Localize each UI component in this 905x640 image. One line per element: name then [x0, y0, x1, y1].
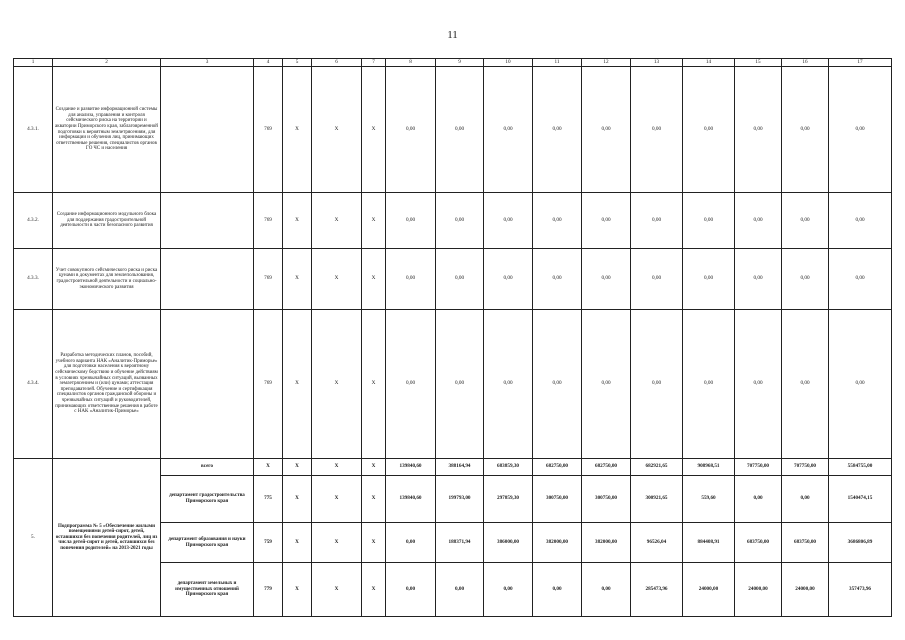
subprogram-mark: X	[362, 476, 386, 523]
subprogram-mark: X	[312, 476, 362, 523]
header-cell: 1	[14, 59, 53, 67]
row-value: 0,00	[782, 249, 829, 310]
subprogram-value: 5584755,00	[829, 459, 892, 476]
subprogram-value: 300750,00	[533, 476, 582, 523]
subprogram-mark: X	[283, 459, 312, 476]
row-value: 0,00	[436, 67, 484, 193]
header-cell: 3	[161, 59, 254, 67]
row-mark: X	[362, 67, 386, 193]
row-value: 0,00	[533, 249, 582, 310]
row-mark: X	[283, 67, 312, 193]
row-value: 0,00	[386, 193, 436, 249]
row-number: 4.3.2.	[14, 193, 53, 249]
row-value: 0,00	[436, 193, 484, 249]
row-executor	[161, 67, 254, 193]
row-number: 4.3.4.	[14, 310, 53, 459]
row-mark: X	[283, 310, 312, 459]
row-code: 769	[254, 67, 283, 193]
row-value: 0,00	[631, 310, 683, 459]
row-value: 0,00	[533, 67, 582, 193]
header-cell: 16	[782, 59, 829, 67]
header-cell: 6	[312, 59, 362, 67]
subprogram-mark: X	[362, 523, 386, 563]
row-value: 0,00	[484, 67, 533, 193]
subprogram-value: 0,00	[735, 476, 782, 523]
header-cell: 15	[735, 59, 782, 67]
row-value: 0,00	[735, 249, 782, 310]
subprogram-mark: X	[312, 563, 362, 617]
subprogram-executor: всего	[161, 459, 254, 476]
row-mark: X	[283, 193, 312, 249]
row-code: 769	[254, 249, 283, 310]
subprogram-value: 285473,96	[631, 563, 683, 617]
table-row	[14, 193, 892, 249]
subprogram-value: 707750,00	[782, 459, 829, 476]
row-value: 0,00	[735, 310, 782, 459]
row-description: Создание и развитие информационной системы для анализа, управления и контроля сейсмического риска на территории и акватории Приморского края, заблаговременной подготовки к вероятным землетрясениям, для информации и обучения лиц, принимающих ответственные решения, специалистов органов ГО ЧС и населения	[53, 67, 161, 193]
header-cell: 17	[829, 59, 892, 67]
row-mark: X	[312, 193, 362, 249]
row-mark: X	[312, 67, 362, 193]
row-executor	[161, 310, 254, 459]
page-number: 11	[447, 29, 458, 41]
row-value: 0,00	[386, 67, 436, 193]
subprogram-value: 300750,00	[582, 476, 631, 523]
row-mark: X	[362, 193, 386, 249]
program-table	[13, 58, 892, 617]
row-value: 0,00	[582, 310, 631, 459]
row-value: 0,00	[533, 193, 582, 249]
subprogram-value: 96526,04	[631, 523, 683, 563]
subprogram-value: 707750,00	[735, 459, 782, 476]
subprogram-value: 1540474,15	[829, 476, 892, 523]
row-value: 0,00	[683, 249, 735, 310]
subprogram-value: 683750,00	[735, 523, 782, 563]
row-value: 0,00	[782, 67, 829, 193]
subprogram-value: 24000,00	[683, 563, 735, 617]
row-value: 0,00	[683, 310, 735, 459]
subprogram-description: Подпрограмма № 5 «Обеспечение жилыми помещениями детей-сирот, детей, оставшихся без попечения родителей, лиц из числа детей-сирот и детей, оставшихся без попечения родителей» на 2013-2021 годы	[53, 459, 161, 617]
subprogram-value: 3686806,89	[829, 523, 892, 563]
subprogram-value: 682921,65	[631, 459, 683, 476]
subprogram-value: 297859,30	[484, 476, 533, 523]
row-mark: X	[283, 249, 312, 310]
row-value: 0,00	[735, 193, 782, 249]
row-value: 0,00	[829, 249, 892, 310]
subprogram-row-total	[14, 459, 892, 476]
subprogram-value: 24000,00	[735, 563, 782, 617]
subprogram-value: 0,00	[782, 476, 829, 523]
row-value: 0,00	[735, 67, 782, 193]
subprogram-value: 357473,96	[829, 563, 892, 617]
subprogram-value: 0,00	[484, 563, 533, 617]
row-value: 0,00	[782, 193, 829, 249]
row-value: 0,00	[683, 193, 735, 249]
subprogram-value: 382000,00	[533, 523, 582, 563]
header-cell: 11	[533, 59, 582, 67]
row-mark: X	[362, 249, 386, 310]
row-value: 0,00	[631, 193, 683, 249]
row-number: 4.3.3.	[14, 249, 53, 310]
subprogram-value: 382000,00	[582, 523, 631, 563]
subprogram-value: 0,00	[386, 523, 436, 563]
subprogram-mark: X	[362, 459, 386, 476]
subprogram-value: 386000,00	[484, 523, 533, 563]
header-cell: 10	[484, 59, 533, 67]
header-cell: 5	[283, 59, 312, 67]
subprogram-code: 775	[254, 476, 283, 523]
row-value: 0,00	[829, 310, 892, 459]
row-value: 0,00	[582, 193, 631, 249]
subprogram-value: 24000,00	[782, 563, 829, 617]
subprogram-value: 139840,60	[386, 476, 436, 523]
row-mark: X	[312, 249, 362, 310]
subprogram-value: 0,00	[533, 563, 582, 617]
row-value: 0,00	[582, 249, 631, 310]
subprogram-code: 759	[254, 523, 283, 563]
subprogram-mark: X	[283, 523, 312, 563]
row-value: 0,00	[386, 310, 436, 459]
row-description: Разработка методических планов, пособий, учебного варианта НАК «Аналитик-Приморье» для подготовки населения к вероятному сейсмическому бедствию и обучение действиям в условиях чрезвычайных ситуаций, вызванных землетрясением и (или) цунами; аттестация преподавателей. Обучение и сертификация специалистов органов гражданской обороны и чрезвычайных ситуаций и руководителей, принимающих ответственные решения в работе с НАК «Аналитик-Приморье»	[53, 310, 161, 459]
header-cell: 13	[631, 59, 683, 67]
subprogram-value: 139840,60	[386, 459, 436, 476]
subprogram-value: 199793,00	[436, 476, 484, 523]
row-executor	[161, 193, 254, 249]
header-cell: 9	[436, 59, 484, 67]
row-value: 0,00	[582, 67, 631, 193]
header-cell: 7	[362, 59, 386, 67]
subprogram-mark: X	[362, 563, 386, 617]
subprogram-executor: департамент градостроительства Приморского края	[161, 476, 254, 523]
row-description: Создание информационного модульного блока для поддержания градостроительной деятельности в части безопасного развития	[53, 193, 161, 249]
header-cell: 4	[254, 59, 283, 67]
row-description: Учет совокупного сейсмического риска и риска цунами в документах для землепользования, градостроительной деятельности и социально-экономического развития	[53, 249, 161, 310]
subprogram-code: 779	[254, 563, 283, 617]
header-row	[14, 59, 892, 67]
row-value: 0,00	[631, 249, 683, 310]
row-code: 769	[254, 310, 283, 459]
subprogram-value: 683859,30	[484, 459, 533, 476]
header-cell: 14	[683, 59, 735, 67]
row-code: 769	[254, 193, 283, 249]
subprogram-value: 388164,94	[436, 459, 484, 476]
subprogram-value: 908968,51	[683, 459, 735, 476]
subprogram-value: 300921,65	[631, 476, 683, 523]
table-row	[14, 310, 892, 459]
header-cell: 12	[582, 59, 631, 67]
subprogram-executor: департамент образования и науки Приморского края	[161, 523, 254, 563]
row-value: 0,00	[533, 310, 582, 459]
subprogram-number: 5.	[14, 459, 53, 617]
subprogram-value: 683750,00	[782, 523, 829, 563]
table-row	[14, 249, 892, 310]
row-value: 0,00	[484, 193, 533, 249]
subprogram-value: 682750,00	[533, 459, 582, 476]
row-executor	[161, 249, 254, 310]
header-cell: 2	[53, 59, 161, 67]
row-value: 0,00	[484, 310, 533, 459]
row-value: 0,00	[683, 67, 735, 193]
subprogram-value: 884408,91	[683, 523, 735, 563]
row-value: 0,00	[436, 249, 484, 310]
subprogram-mark: X	[283, 563, 312, 617]
subprogram-mark: X	[312, 459, 362, 476]
row-value: 0,00	[782, 310, 829, 459]
row-number: 4.3.1.	[14, 67, 53, 193]
row-value: 0,00	[631, 67, 683, 193]
subprogram-executor: департамент земельных и имущественных отношений Приморского края	[161, 563, 254, 617]
row-value: 0,00	[484, 249, 533, 310]
row-value: 0,00	[386, 249, 436, 310]
subprogram-value: 682750,00	[582, 459, 631, 476]
subprogram-value: 0,00	[436, 563, 484, 617]
subprogram-code: X	[254, 459, 283, 476]
row-value: 0,00	[436, 310, 484, 459]
subprogram-value: 559,60	[683, 476, 735, 523]
subprogram-mark: X	[283, 476, 312, 523]
subprogram-mark: X	[312, 523, 362, 563]
subprogram-value: 0,00	[582, 563, 631, 617]
row-value: 0,00	[829, 67, 892, 193]
row-mark: X	[362, 310, 386, 459]
header-cell: 8	[386, 59, 436, 67]
row-mark: X	[312, 310, 362, 459]
subprogram-value: 188371,94	[436, 523, 484, 563]
subprogram-value: 0,00	[386, 563, 436, 617]
table-row	[14, 67, 892, 193]
row-value: 0,00	[829, 193, 892, 249]
